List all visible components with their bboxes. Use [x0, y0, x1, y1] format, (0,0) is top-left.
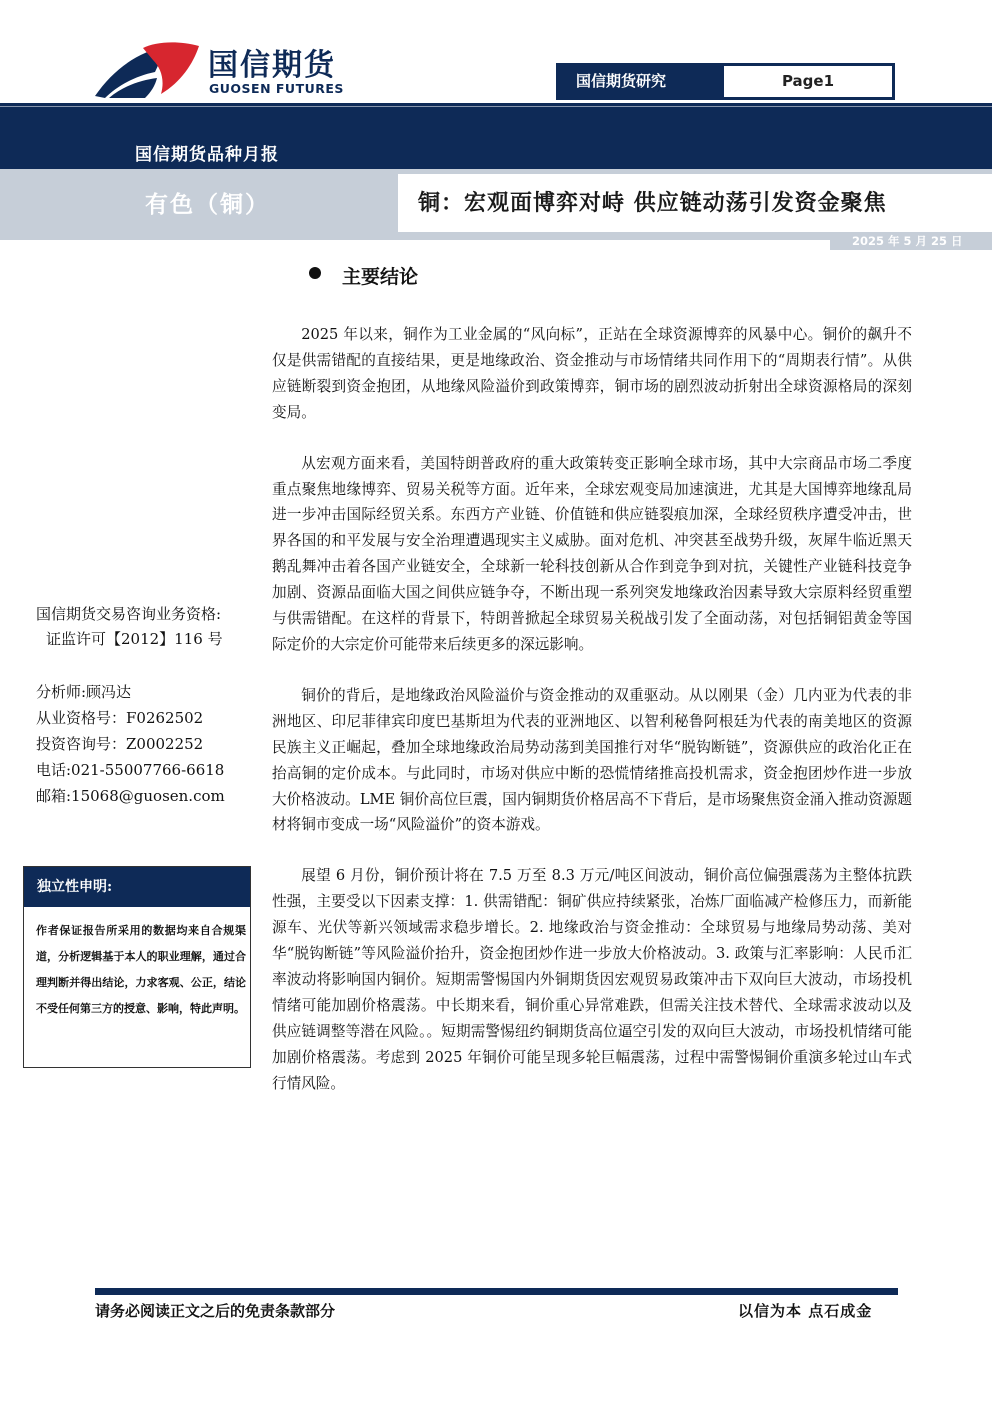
advisory-number: 投资咨询号：Z0002252 — [36, 735, 204, 753]
report-date: 2025 年 5 月 25 日 — [852, 234, 963, 248]
report-headline: 铜：宏观面博弈对峙 供应链动荡引发资金聚焦 — [418, 190, 887, 216]
footer-slogan: 以信为本 点石成金 — [738, 1302, 873, 1320]
header-research-label: 国信期货研究 — [556, 63, 724, 100]
footer-rule — [95, 1288, 898, 1295]
analyst-phone: 电话:021-55007766-6618 — [36, 761, 225, 779]
license-info — [36, 602, 223, 652]
analyst-name: 分析师:顾冯达 — [36, 683, 132, 701]
analyst-info — [36, 679, 225, 809]
practice-number: 从业资格号：F0262502 — [36, 709, 204, 727]
body-paragraph: 铜价的背后，是地缘政治风险溢价与资金推动的双重驱动。从以刚果（金）几内亚为代表的非洲地区、印尼菲律宾印度巴基斯坦为代表的亚洲地区、以智利秘鲁阿根廷为代表的南美地区的资源民族主义正崛起，叠加全球地缘政治局势动荡到美国推行对华“脱钩断链”，资源供应的政治化正在抬高铜的定价成本。与此同时，市场对供应中断的恐慌情绪推高投机需求，资金抱团炒作进一步放大价格波动。LME 铜价高位巨震，国内铜期货价格居高不下背后，是市场聚焦资金涌入推动资源题材将铜市变成一场“风险溢价”的资本游戏。 — [272, 686, 912, 834]
analyst-email: 邮箱:15068@guosen.com — [36, 787, 225, 805]
header-band-divider — [0, 106, 992, 107]
guosen-logo-icon — [95, 42, 200, 98]
license-number: 证监许可【2012】116 号 — [46, 630, 223, 648]
logo-wordmark-en: GUOSEN FUTURES — [209, 81, 344, 96]
logo-wordmark-cn: 国信期货 — [208, 48, 336, 83]
header-page-number: Page1 — [724, 63, 895, 100]
body-paragraph: 2025 年以来，铜作为工业金属的“风向标”，正站在全球资源博弈的风暴中心。铜价的飙升不仅是供需错配的直接结果，更是地缘政治、资金推动与市场情绪共同作用下的“周期表行情”。从供应链断裂到资金抱团，从地缘风险溢价到政策博弈，铜市场的剧烈波动折射出全球资源格局的深刻变局。 — [272, 326, 912, 421]
independence-title: 独立性申明: — [24, 867, 250, 907]
independence-statement: 作者保证报告所采用的数据均来自合规渠道，分析逻辑基于本人的职业理解，通过合理判断并得出结论，力求客观、公正，结论不受任何第三方的授意、影响，特此声明。 — [36, 924, 246, 1015]
body-paragraph: 展望 6 月份，铜价预计将在 7.5 万至 8.3 万元/吨区间波动，铜价高位偏强震荡为主整体抗跌性强，主要受以下因素支撑：1. 供需错配：铜矿供应持续紧张，冶炼厂面临减产检修压力，而新能源车、光伏等新兴领域需求稳步增长。2. 地缘政治与资金推动：全球贸易与地缘局势动荡、美对华“脱钩断链”等风险溢价抬升，资金抱团炒作进一步放大价格波动。3. 政策与汇率影响：人民币汇率波动将影响国内铜价。短期需警惕国内外铜期货因宏观贸易政策冲击下双向巨大波动，市场投机情绪可能加剧价格震荡。中长期来看，铜价重心异常难跌，但需关注技术替代、全球需求波动以及供应链调整等潜在风险。。短期需警惕纽约铜期货高位逼空引发的双向巨大波动，市场投机情绪可能加剧价格震荡。考虑到 2025 年铜价可能呈现多轮巨幅震荡，过程中需警惕铜价重演多轮过山车式行情风险。 — [272, 867, 912, 1092]
section-title: 主要结论 — [342, 266, 419, 288]
license-line: 国信期货交易咨询业务资格: — [36, 605, 222, 623]
report-body — [272, 322, 912, 1121]
footer-disclaimer: 请务必阅读正文之后的免责条款部分 — [95, 1302, 336, 1320]
bullet-icon — [309, 267, 321, 279]
commodity-category: 有色（铜） — [145, 191, 270, 218]
report-type-title: 国信期货品种月报 — [135, 145, 279, 165]
body-paragraph: 从宏观方面来看，美国特朗普政府的重大政策转变正影响全球市场，其中大宗商品市场二季度重点聚焦地缘博弈、贸易关税等方面。近年来，全球宏观变局加速演进，尤其是大国博弈地缘乱局进一步冲击国际经贸关系。东西方产业链、价值链和供应链裂痕加深，全球经贸秩序遭受冲击，世界各国的和平发展与安全治理遭遇现实主义威胁。面对危机、冲突甚至战势升级，灰犀牛临近黑天鹅乱舞冲击着各国产业链安全，全球新一轮科技创新从合作到竞争到对抗，关键性产业链科技竞争加剧、资源品面临大国之间供应链争夺，不断出现一系列突发地缘政治因素导致大宗原料经贸重塑与供需错配。在这样的背景下，特朗普掀起全球贸易关税战引发了全面动荡，对包括铜铝黄金等国际定价的大宗定价可能带来后续更多的深远影响。 — [272, 454, 912, 653]
